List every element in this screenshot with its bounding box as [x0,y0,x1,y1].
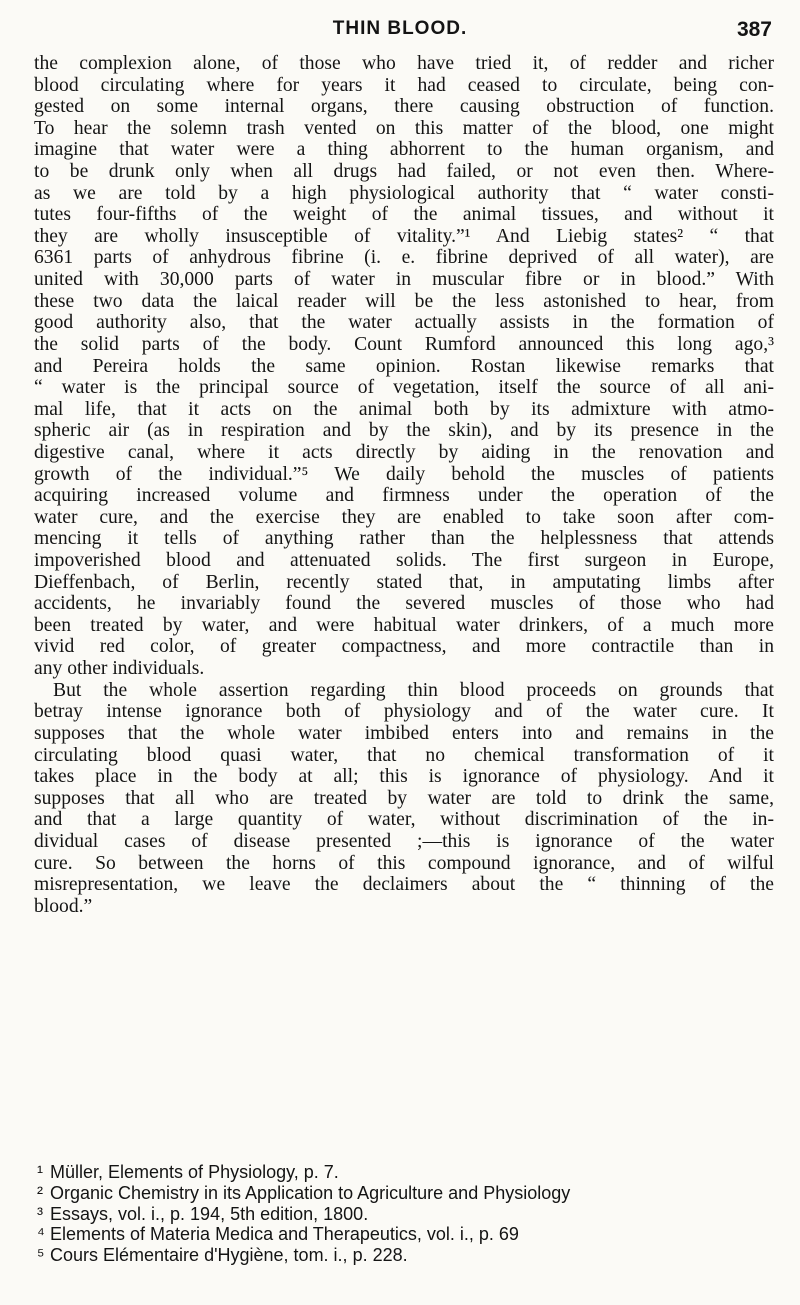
text-line: imagine that water were a thing abhorrent to the human organism, and [34,139,774,161]
footnote-marker: ² [37,1182,43,1203]
text-line: circulating blood quasi water, that no chemical transformation of it [34,744,774,766]
text-line: these two data the laical reader will be the less astonished to hear, from [34,290,774,312]
text-line: impoverished blood and attenuated solids. The first surgeon in Europe, [34,550,774,572]
text-line: vivid red color, of greater compactness, and more contractile than in [34,636,774,658]
text-line: water cure, and the exercise they are enabled to take soon after com- [34,506,774,528]
text-line: digestive canal, where it acts directly by aiding in the renovation and [34,441,774,463]
footnote [37,1162,777,1183]
text-line: and Pereira holds the same opinion. Rostan likewise remarks that [34,355,774,377]
text-line: united with 30,000 parts of water in muscular fibre or in blood.” With [34,269,774,291]
text-line: the solid parts of the body. Count Rumford announced this long ago,³ [34,333,774,355]
paragraph [34,680,774,918]
footnote-marker: ⁴ [37,1224,45,1245]
text-line: blood circulating where for years it had ceased to circulate, being con- [34,74,774,96]
text-line: takes place in the body at all; this is ignorance of physiology. And it [34,766,774,788]
text-line: tutes four-fifths of the weight of the animal tissues, and without it [34,204,774,226]
text-line: acquiring increased volume and firmness under the operation of the [34,485,774,507]
footnote-text: Cours Elémentaire d'Hygiène, tom. i., p. 228. [50,1245,408,1266]
text-line: growth of the individual.”⁵ We daily behold the muscles of patients [34,463,774,485]
text-line: supposes that all who are treated by water are told to drink the same, [34,787,774,809]
footnote [37,1183,777,1204]
text-line: as we are told by a high physiological authority that “ water consti- [34,182,774,204]
footnote-text: Essays, vol. i., p. 194, 5th edition, 1800. [50,1203,369,1224]
text-line: But the whole assertion regarding thin blood proceeds on grounds that [53,679,774,701]
text-line: Dieffenbach, of Berlin, recently stated that, in amputating limbs after [34,571,774,593]
text-line: gested on some internal organs, there causing obstruction of function. [34,96,774,118]
footnote-text: Elements of Materia Medica and Therapeutics, vol. i., p. 69 [50,1224,519,1245]
footnote-text: Organic Chemistry in its Application to Agriculture and Physiology [50,1182,571,1203]
text-line: supposes that the whole water imbibed enters into and remains in the [34,722,774,744]
footnote [37,1245,777,1266]
text-line: “ water is the principal source of vegetation, itself the source of all ani- [34,377,774,399]
text-line: dividual cases of disease presented ;—this is ignorance of the water [34,830,774,852]
footnote [37,1224,777,1245]
text-line: mencing it tells of anything rather than the helplessness that attends [34,528,774,550]
footnote-marker: ³ [37,1203,43,1224]
text-line: and that a large quantity of water, without discrimination of the in- [34,809,774,831]
text-line: good authority also, that the water actually assists in the formation of [34,312,774,334]
paragraph [34,53,774,680]
text-line: blood.” [34,895,93,917]
footnote-marker: ⁵ [37,1245,45,1266]
page-number: 387 [736,18,772,41]
text-line: accidents, he invariably found the severed muscles of those who had [34,593,774,615]
text-line: betray intense ignorance both of physiology and of the water cure. It [34,701,774,723]
text-line: cure. So between the horns of this compound ignorance, and of wilful [34,852,774,874]
text-line: to be drunk only when all drugs had failed, or not even then. Where- [34,161,774,183]
page-header [0,8,800,46]
text-line: any other individuals. [34,658,205,680]
text-line: 6361 parts of anhydrous fibrine (i. e. fibrine deprived of all water), are [34,247,774,269]
text-line: To hear the solemn trash vented on this matter of the blood, one might [34,117,774,139]
text-line: spheric air (as in respiration and by the skin), and by its presence in the [34,420,774,442]
text-line: mal life, that it acts on the animal both by its admixture with atmo- [34,398,774,420]
footnotes [37,1162,777,1266]
body-text [34,53,774,917]
footnote-marker: ¹ [37,1162,43,1182]
footnote-text: Müller, Elements of Physiology, p. 7. [50,1162,339,1182]
running-title: THIN BLOOD. [332,18,468,39]
text-line: misrepresentation, we leave the declaimers about the “ thinning of the [34,874,774,896]
text-line: they are wholly insusceptible of vitality.”¹ And Liebig states² “ that [34,225,774,247]
footnote [37,1204,777,1225]
text-line: been treated by water, and were habitual water drinkers, of a much more [34,614,774,636]
text-line: the complexion alone, of those who have tried it, of redder and richer [34,53,774,74]
